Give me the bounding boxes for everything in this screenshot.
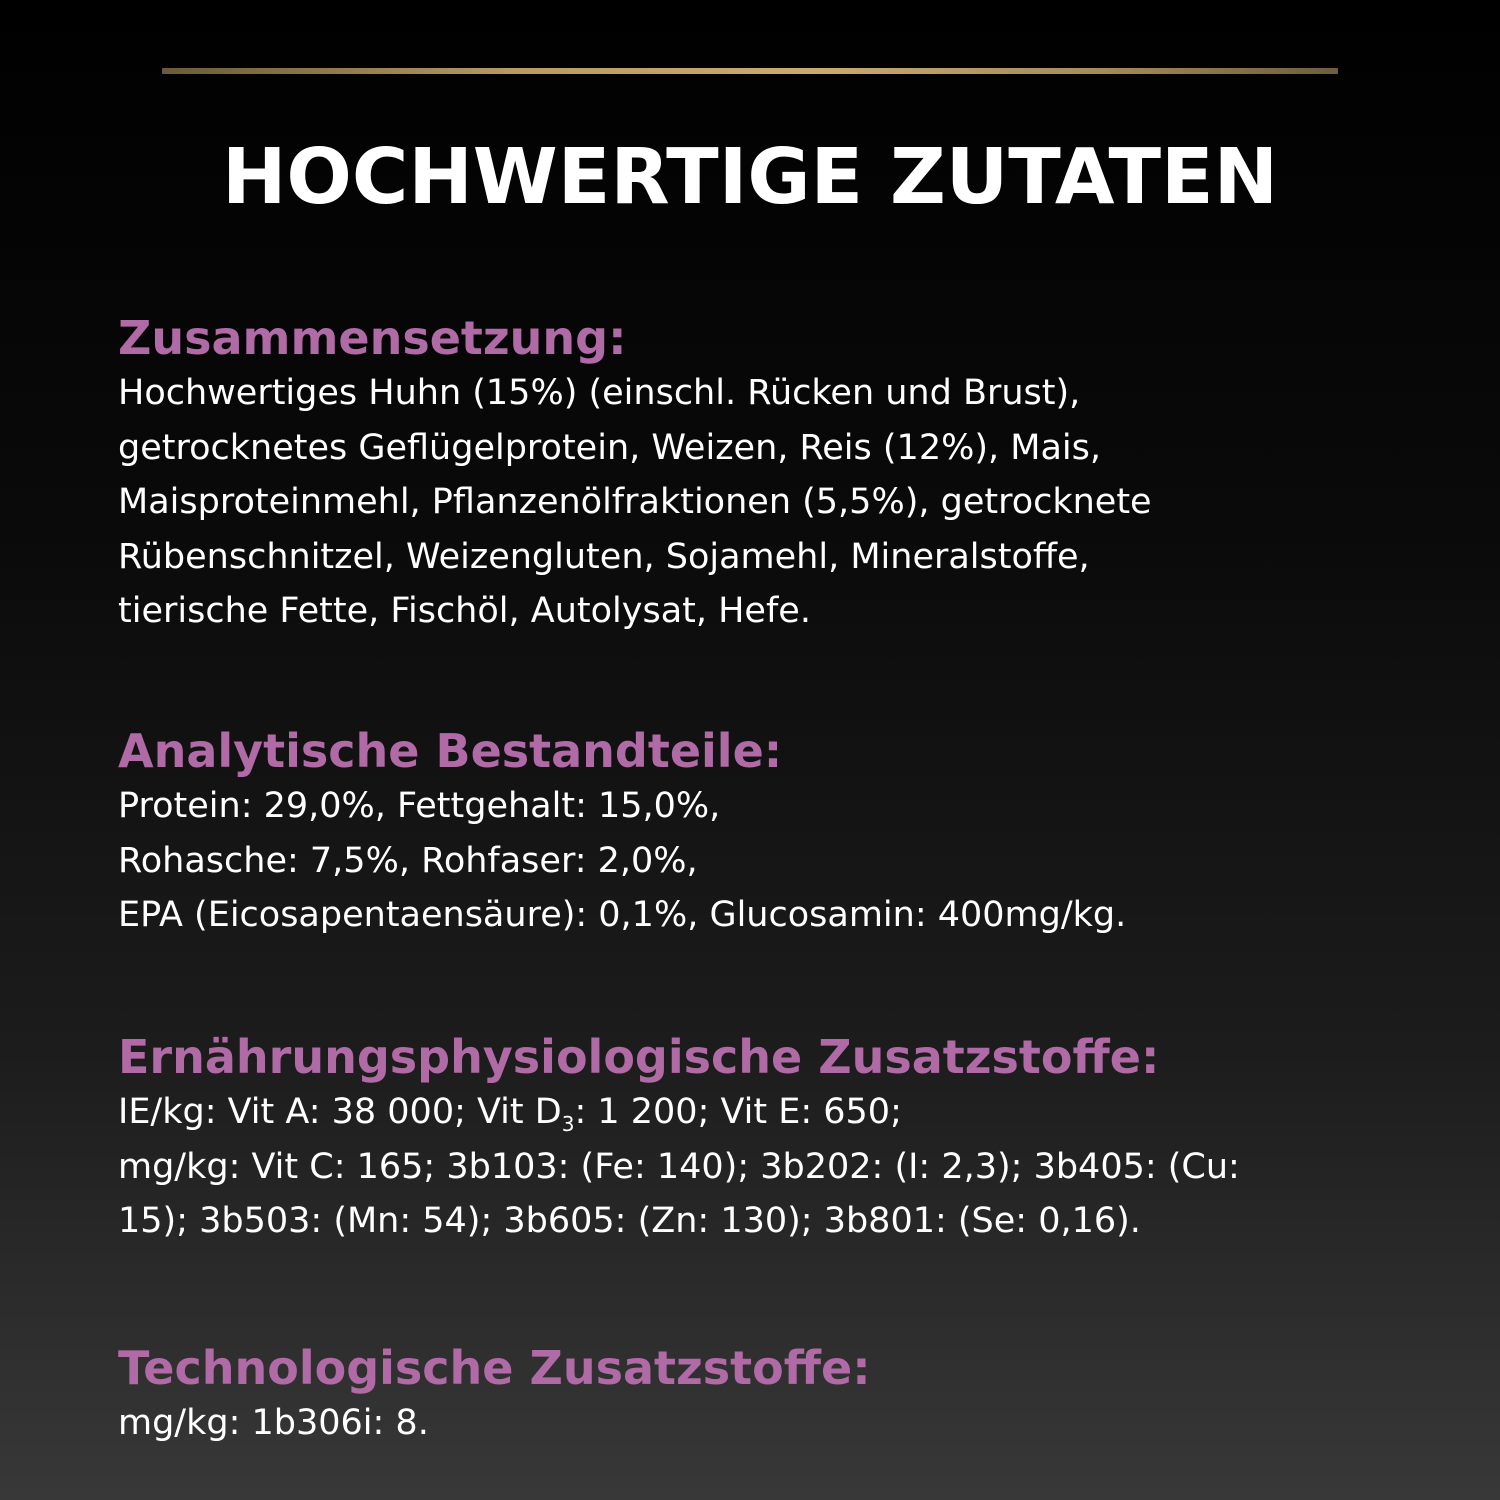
analytical-line: Protein: 29,0%, Fettgehalt: 15,0%, xyxy=(118,786,721,826)
analytical-line: Rohasche: 7,5%, Rohfaser: 2,0%, xyxy=(118,840,698,881)
nutritional-text xyxy=(118,1085,1418,1249)
technological-heading: Technologische Zusatzstoffe: xyxy=(118,1341,871,1395)
nutritional-heading: Ernährungsphysiologische Zusatzstoffe: xyxy=(118,1030,1160,1084)
nutritional-line: mg/kg: Vit C: 165; 3b103: (Fe: 140); 3b202: (I: 2,3); 3b405: (Cu: xyxy=(118,1146,1240,1187)
analytical-section xyxy=(118,723,1418,943)
page-title: HOCHWERTIGE ZUTATEN xyxy=(221,133,1279,222)
composition-line: Rübenschnitzel, Weizengluten, Sojamehl, Mineralstoffe, xyxy=(118,536,1090,577)
analytical-text xyxy=(118,779,1418,943)
nutritional-line: 15); 3b503: (Mn: 54); 3b605: (Zn: 130); 3b801: (Se: 0,16). xyxy=(118,1201,1141,1241)
technological-line: mg/kg: 1b306i: 8. xyxy=(118,1403,429,1443)
composition-line: getrocknetes Geflügelprotein, Weizen, Reis (12%), Mais, xyxy=(118,427,1101,468)
vitamin-text: IE/kg: Vit A: 38 000; Vit D xyxy=(118,1092,562,1132)
composition-heading: Zusammensetzung: xyxy=(118,311,627,365)
composition-line: Maisproteinmehl, Pflanzenölfraktionen (5,5%), getrocknete xyxy=(118,482,1152,522)
technological-text xyxy=(118,1396,1418,1451)
composition-text xyxy=(118,366,1418,639)
analytical-heading: Analytische Bestandteile: xyxy=(118,724,783,778)
analytical-line: EPA (Eicosapentaensäure): 0,1%, Glucosamin: 400mg/kg. xyxy=(118,895,1127,935)
vitamin-text: : 1 200; Vit E: 650; xyxy=(574,1092,902,1132)
nutritional-line xyxy=(118,1085,1418,1140)
technological-section xyxy=(118,1340,1418,1451)
nutritional-section xyxy=(118,1029,1418,1249)
gold-divider xyxy=(162,68,1338,74)
composition-section xyxy=(118,310,1418,639)
composition-line: Hochwertiges Huhn (15%) (einschl. Rücken und Brust), xyxy=(118,373,1081,413)
composition-line: tierische Fette, Fischöl, Autolysat, Hefe. xyxy=(118,591,811,631)
subscript-3: 3 xyxy=(561,1112,575,1136)
